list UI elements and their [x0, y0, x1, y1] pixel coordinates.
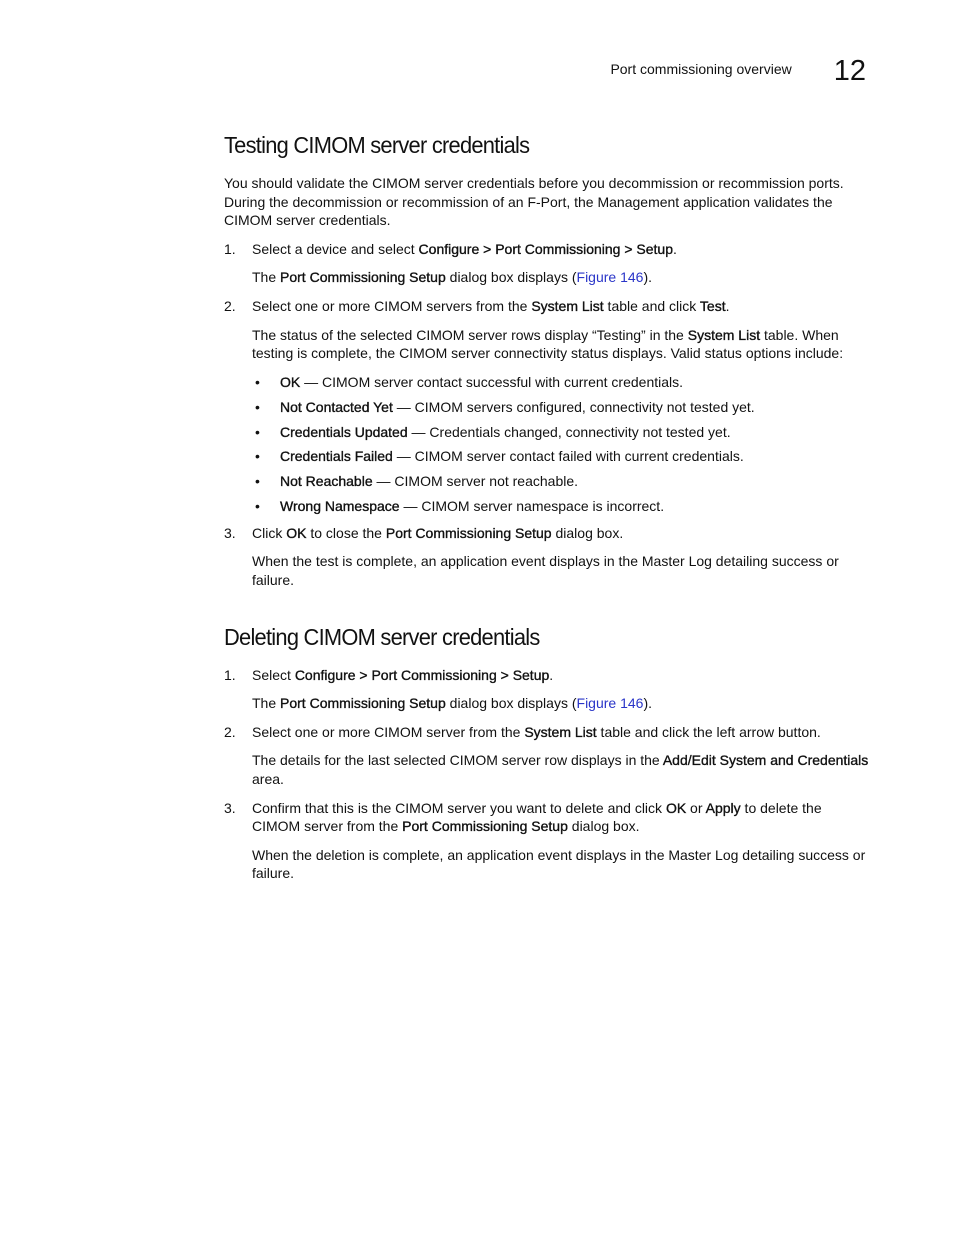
- step-text: Confirm that this is the CIMOM server you want to delete and click OK or Apply to delete the CIMOM server from the Port Commissioning Setup dialog box.: [252, 799, 822, 835]
- bullet-icon: •: [255, 423, 260, 440]
- step-note: The Port Commissioning Setup dialog box displays (Figure 146).: [252, 695, 653, 712]
- list-item: • Not Contacted Yet — CIMOM servers configured, connectivity not tested yet.: [255, 398, 755, 415]
- steps-list: [224, 666, 872, 883]
- figure-link[interactable]: Figure 146: [576, 695, 644, 712]
- step-note: When the deletion is complete, an application event displays in the Master Log detailing success or failure.: [252, 846, 866, 882]
- bullet-icon: •: [255, 498, 260, 515]
- list-item: • Not Reachable — CIMOM server not reachable.: [255, 473, 579, 490]
- list-item: • OK — CIMOM server contact successful with current credentials.: [255, 373, 684, 390]
- document-body: [224, 130, 872, 893]
- step-note: When the test is complete, an application event displays in the Master Log detailing success or failure.: [252, 553, 839, 588]
- step-text: Select one or more CIMOM server from the System List table and click the left arrow button.: [252, 723, 821, 740]
- figure-link[interactable]: Figure 146: [576, 269, 644, 286]
- status-options-list: [252, 373, 872, 516]
- step-number: 1.: [224, 666, 236, 683]
- bullet-icon: •: [255, 373, 260, 390]
- step-item: [224, 524, 872, 590]
- step-number: 2.: [224, 723, 236, 740]
- step-number: 3.: [224, 799, 236, 816]
- step-item: [224, 723, 872, 789]
- section-heading-deleting: Deleting CIMOM server credentials: [224, 623, 540, 650]
- list-item: • Credentials Failed — CIMOM server contact failed with current credentials.: [255, 448, 744, 465]
- chapter-number: 12: [833, 55, 866, 87]
- step-text: Select a device and select Configure > Port Commissioning > Setup.: [252, 240, 677, 257]
- running-header-title: Port commissioning overview: [610, 61, 792, 77]
- page-header: [610, 55, 866, 88]
- step-note: The details for the last selected CIMOM server row displays in the Add/Edit System and Credentials area.: [252, 752, 869, 787]
- step-item: [224, 666, 872, 713]
- bullet-icon: •: [255, 398, 260, 415]
- step-item: [224, 297, 872, 516]
- step-item: [224, 240, 872, 287]
- step-number: 1.: [224, 240, 236, 257]
- bullet-icon: •: [255, 473, 260, 490]
- section-intro: You should validate the CIMOM server credentials before you decommission or recommission ports. During the decommission or recommission of an F-Port, the Management application validates the CIMOM server credentials.: [224, 175, 844, 229]
- step-number: 2.: [224, 297, 236, 314]
- section-heading-testing: Testing CIMOM server credentials: [224, 132, 530, 158]
- step-number: 3.: [224, 524, 236, 541]
- step-text: Select Configure > Port Commissioning > Setup.: [252, 666, 554, 683]
- step-text: Click OK to close the Port Commissioning Setup dialog box.: [252, 524, 624, 541]
- bullet-icon: •: [255, 448, 260, 465]
- list-item: • Credentials Updated — Credentials changed, connectivity not tested yet.: [255, 423, 731, 440]
- step-note: The Port Commissioning Setup dialog box displays (Figure 146).: [252, 269, 653, 286]
- step-text: Select one or more CIMOM servers from the System List table and click Test.: [252, 297, 730, 314]
- list-item: • Wrong Namespace — CIMOM server namespace is incorrect.: [255, 498, 665, 515]
- step-item: [224, 799, 872, 883]
- steps-list: [224, 240, 872, 590]
- step-note: The status of the selected CIMOM server rows display “Testing” in the System List table. When testing is complete, the CIMOM server connectivity status displays. Valid status options include:: [252, 326, 844, 362]
